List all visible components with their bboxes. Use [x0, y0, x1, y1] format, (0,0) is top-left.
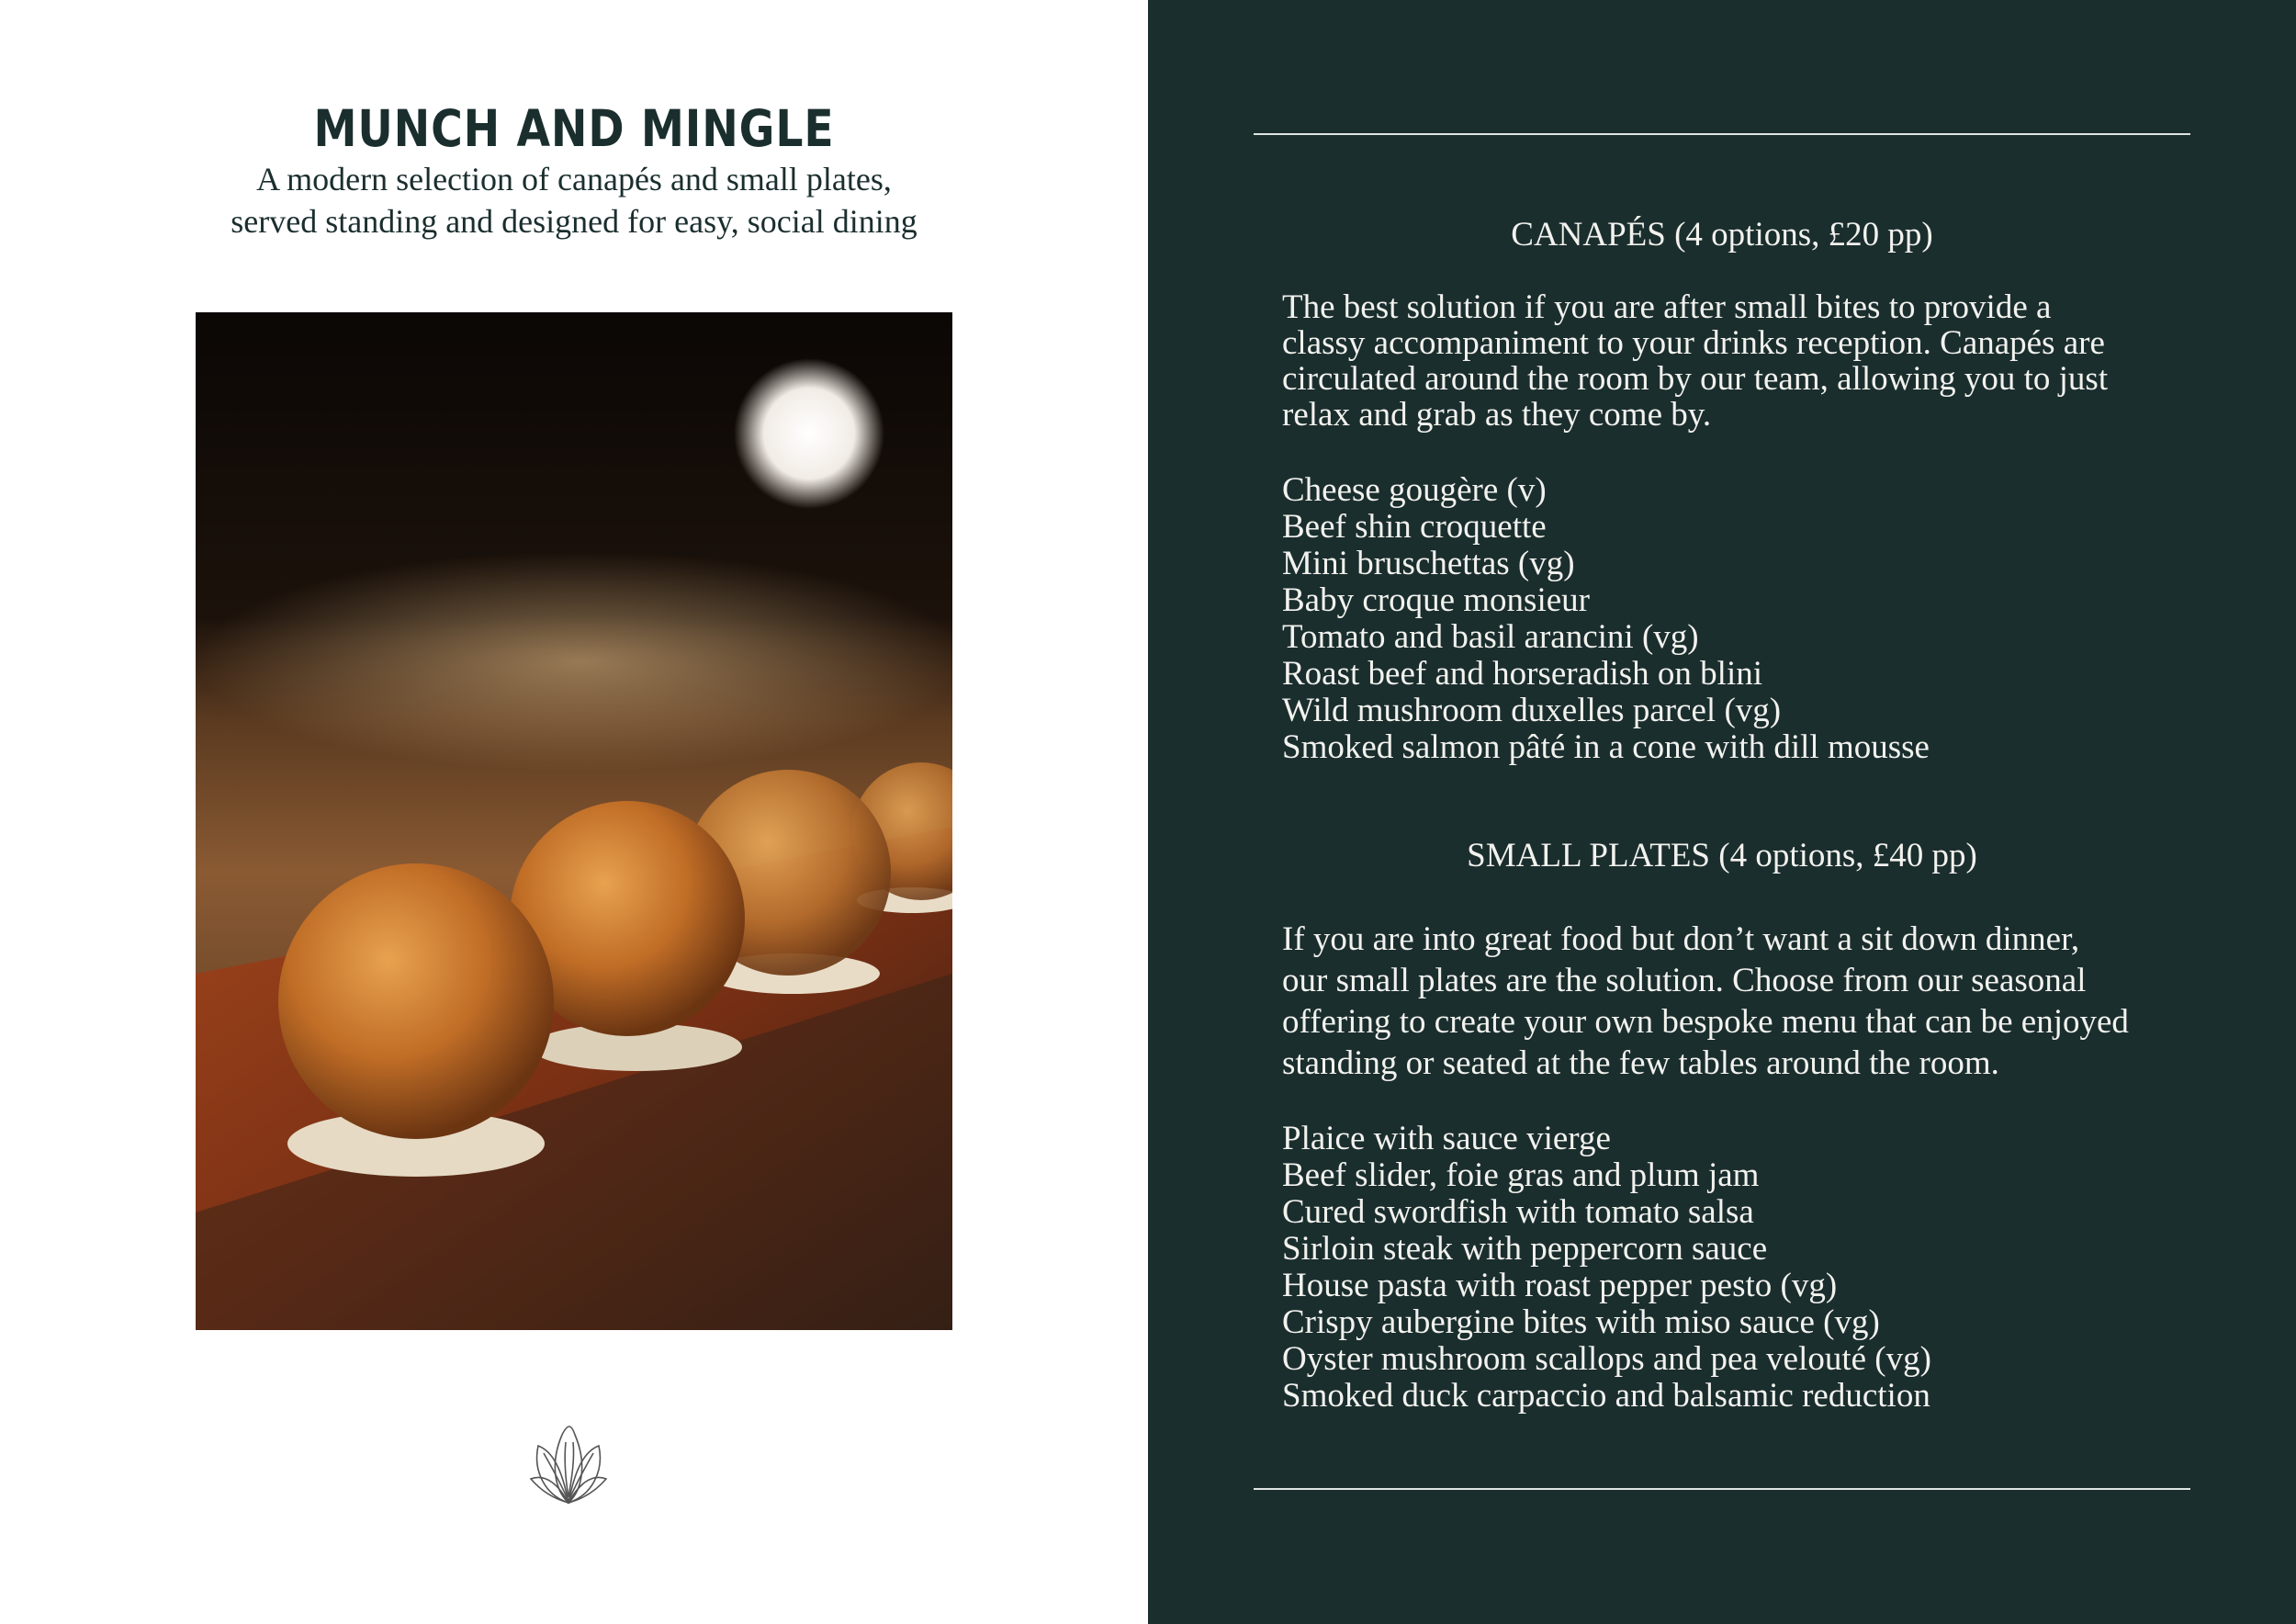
croquettes-photo: [196, 312, 952, 1330]
list-item: Beef slider, foie gras and plum jam: [1282, 1156, 1760, 1194]
description-line: standing or seated at the few tables around the room.: [1282, 1044, 1999, 1082]
list-item: Cheese gougère (v): [1282, 471, 1547, 509]
list-item: Mini bruschettas (vg): [1282, 545, 1575, 582]
list-item: Sirloin steak with peppercorn sauce: [1282, 1230, 1768, 1268]
description-line: If you are into great food but don’t want a sit down dinner,: [1282, 920, 2080, 958]
list-item: Baby croque monsieur: [1282, 581, 1590, 619]
page-subtitle: [0, 158, 1148, 242]
description-line: offering to create your own bespoke menu that can be enjoyed: [1282, 1003, 2129, 1041]
small-plates-list: [1282, 1121, 2162, 1415]
list-item: Smoked salmon pâté in a cone with dill mousse: [1282, 728, 1930, 766]
description-line: relax and grab as they come by.: [1282, 396, 1712, 434]
list-item: Tomato and basil arancini (vg): [1282, 618, 1699, 656]
list-item: Cured swordfish with tomato salsa: [1282, 1193, 1754, 1231]
description-line: circulated around the room by our team, allowing you to just: [1282, 360, 2109, 398]
magnolia-flower-icon: [525, 1415, 612, 1510]
bottom-divider: [1254, 1488, 2190, 1490]
list-item: Crispy aubergine bites with miso sauce (vg): [1282, 1303, 1880, 1341]
canapes-description: [1282, 289, 2162, 433]
page-title: MUNCH AND MINGLE: [313, 99, 835, 158]
canapes-list: [1282, 472, 2162, 766]
small-plates-heading: SMALL PLATES (4 options, £40 pp): [1467, 837, 1977, 874]
description-line: our small plates are the solution. Choose from our seasonal: [1282, 962, 2087, 999]
list-item: Plaice with sauce vierge: [1282, 1120, 1611, 1157]
subtitle-line: served standing and designed for easy, social dining: [231, 203, 917, 240]
list-item: Beef shin croquette: [1282, 508, 1547, 546]
subtitle-line: A modern selection of canapés and small plates,: [256, 161, 892, 197]
canapes-heading: CANAPÉS (4 options, £20 pp): [1511, 216, 1933, 254]
list-item: Roast beef and horseradish on blini: [1282, 655, 1763, 693]
description-line: The best solution if you are after small bites to provide a: [1282, 288, 2052, 326]
list-item: Smoked duck carpaccio and balsamic reduction: [1282, 1377, 1930, 1415]
top-divider: [1254, 133, 2190, 135]
list-item: Oyster mushroom scallops and pea velouté (vg): [1282, 1340, 1931, 1378]
description-line: classy accompaniment to your drinks reception. Canapés are: [1282, 324, 2105, 362]
list-item: Wild mushroom duxelles parcel (vg): [1282, 692, 1782, 729]
list-item: House pasta with roast pepper pesto (vg): [1282, 1267, 1838, 1304]
small-plates-description: [1282, 919, 2162, 1084]
